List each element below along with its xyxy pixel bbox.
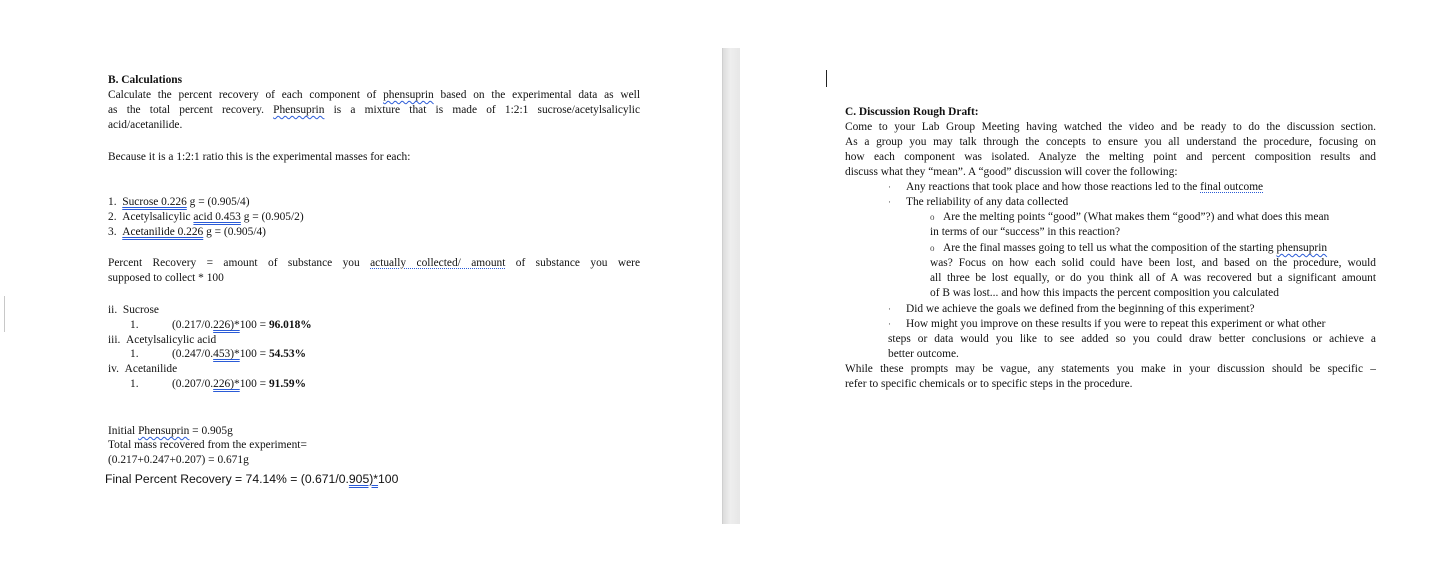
page-gutter xyxy=(722,48,742,524)
component-acetanilide-number: 1. xyxy=(130,378,139,390)
bullet-icon: · xyxy=(888,319,891,329)
discussion-paragraph-line-3: how each component was isolated. Analyze the melting point and percent composition results and xyxy=(845,151,1376,163)
intro-line-1: Calculate the percent recovery of each component of phensuprin based on the experimental data as well xyxy=(108,89,641,101)
sub-bullet-final-masses-line-2: was? Focus on how each solid could have been lost, and based on the procedure, would xyxy=(930,257,1376,269)
bullet-improve-line-1: How might you improve on these results if you were to repeat this experiment or what other xyxy=(906,318,1326,330)
intro-line-3: acid/acetanilide. xyxy=(108,119,183,131)
sub-bullet-icon: o xyxy=(930,243,935,253)
phensuprin-word: Phensuprin xyxy=(138,425,190,437)
component-acetylsalicylic-calc: (0.247/0.453)*100 = 54.53% xyxy=(172,348,306,360)
component-sucrose-number: 1. xyxy=(130,319,139,331)
acetanilide-result: 91.59% xyxy=(268,378,306,390)
sub-bullet-final-masses-line-1: Are the final masses going to tell us what the composition of the starting phensuprin xyxy=(943,242,1328,254)
sucrose-result: 96.018% xyxy=(268,319,312,331)
ratio-line: Because it is a 1:2:1 ratio this is the experimental masses for each: xyxy=(108,151,411,163)
left-document-page xyxy=(0,0,722,570)
bullet-icon: · xyxy=(888,182,891,192)
calculations-heading: B. Calculations xyxy=(108,74,183,86)
sub-bullet-melting-points-line-2: in terms of our “success” in this reaction? xyxy=(930,226,1121,238)
sub-bullet-final-masses-line-4: of B was lost... and how this impacts the percent composition you calculated xyxy=(930,287,1279,299)
bullet-improve-line-3: better outcome. xyxy=(888,348,959,360)
left-edge-mark xyxy=(4,296,5,332)
total-mass-calc: (0.217+0.247+0.207) = 0.671g xyxy=(108,454,249,466)
phensuprin-word: Phensuprin xyxy=(273,104,325,116)
bullet-reliability: The reliability of any data collected xyxy=(906,196,1069,208)
sub-bullet-icon: o xyxy=(930,212,935,222)
component-acetanilide: iv. Acetanilide xyxy=(108,363,178,375)
intro-line-2: as the total percent recovery. Phensuprin is a mixture that is made of 1:2:1 sucrose/acetylsalicylic xyxy=(108,104,640,116)
acetylsalicylic-result: 54.53% xyxy=(268,348,306,360)
mass-item-acetanilide: 3. Acetanilide 0.226 g = (0.905/4) xyxy=(108,226,266,238)
phensuprin-word: phensuprin xyxy=(383,89,434,101)
recovery-formula-line-1: Percent Recovery = amount of substance you actually collected/ amount of substance you were xyxy=(108,257,640,269)
bullet-improve-line-2: steps or data would you like to see added so you could draw better conclusions or achieve a xyxy=(888,333,1376,345)
text-cursor xyxy=(826,70,827,87)
component-acetylsalicylic-number: 1. xyxy=(130,348,139,360)
discussion-paragraph-line-4: discuss what they “mean”. A “good” discussion will cover the following: xyxy=(845,166,1178,178)
mass-item-sucrose: 1. Sucrose 0.226 g = (0.905/4) xyxy=(108,196,250,208)
total-mass-label: Total mass recovered from the experiment= xyxy=(108,439,307,451)
phensuprin-word: phensuprin xyxy=(1276,242,1328,254)
discussion-paragraph-line-2: As a group you may talk through the concepts to ensure you all understand the procedure, focusing on xyxy=(845,136,1376,148)
bullet-icon: · xyxy=(888,197,891,207)
bullet-icon: · xyxy=(888,304,891,314)
closing-line-1: While these prompts may be vague, any statements you make in your discussion should be specific – xyxy=(845,363,1376,375)
initial-mass-line: Initial Phensuprin = 0.905g xyxy=(108,425,233,437)
discussion-paragraph-line-1: Come to your Lab Group Meeting having watched the video and be ready to do the discussion section. xyxy=(845,121,1376,133)
final-recovery-line: Final Percent Recovery = 74.14% = (0.671/0.905)*100 xyxy=(105,472,399,486)
component-acetylsalicylic: iii. Acetylsalicylic acid xyxy=(108,334,217,346)
sub-bullet-melting-points-line-1: Are the melting points “good” (What makes them “good”?) and what does this mean xyxy=(943,211,1330,223)
bullet-goals: Did we achieve the goals we defined from the beginning of this experiment? xyxy=(906,303,1255,315)
sub-bullet-final-masses-line-3: all three be lost equally, or do you think all of A was recovered but a significant amount xyxy=(930,272,1376,284)
mass-item-acetylsalicylic: 2. Acetylsalicylic acid 0.453 g = (0.905/2) xyxy=(108,211,304,223)
component-sucrose-calc: (0.217/0.226)*100 = 96.018% xyxy=(172,319,312,331)
discussion-heading: C. Discussion Rough Draft: xyxy=(845,106,979,118)
component-sucrose: ii. Sucrose xyxy=(108,304,159,316)
bullet-reactions: Any reactions that took place and how those reactions led to the final outcome xyxy=(906,181,1264,193)
closing-line-2: refer to specific chemicals or to specific steps in the procedure. xyxy=(845,378,1133,390)
recovery-formula-line-2: supposed to collect * 100 xyxy=(108,272,224,284)
component-acetanilide-calc: (0.207/0.226)*100 = 91.59% xyxy=(172,378,306,390)
